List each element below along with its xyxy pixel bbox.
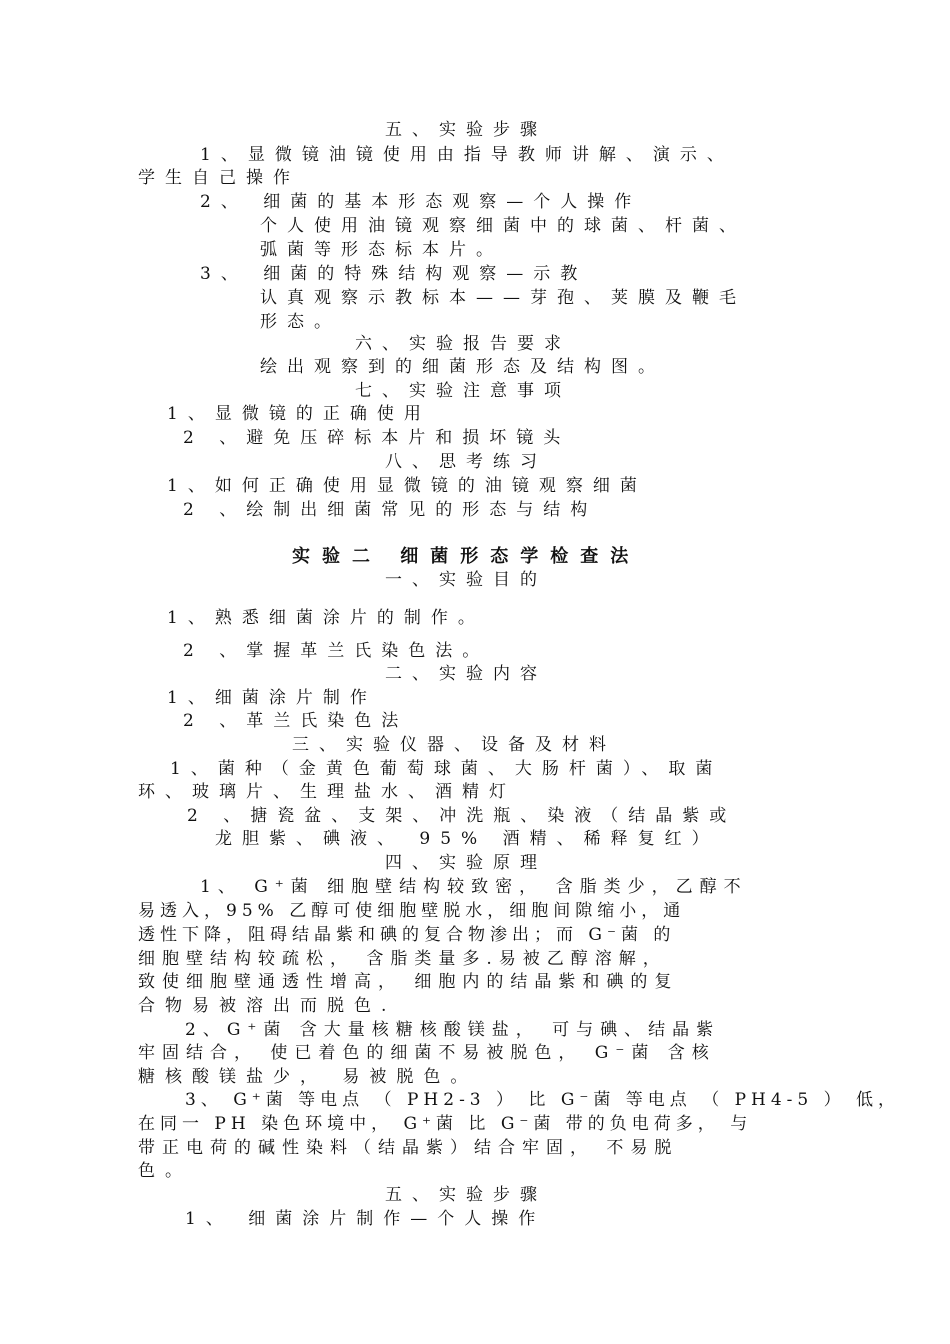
text-line: 2、G⁺菌 含大量核糖核酸镁盐， 可与碘、结晶紫 xyxy=(185,1020,721,1040)
section-heading: 三、实验仪器、设备及材料 xyxy=(292,735,616,755)
section-heading: 六、实验报告要求 xyxy=(355,334,571,354)
text-line: 3、 G⁺菌 等电点 （ PH2-3 ） 比 G⁻菌 等电点 （ PH4-5 ） 低， xyxy=(185,1090,901,1110)
section-heading: 一、实验目的 xyxy=(385,570,547,590)
text-line: 1、 G⁺菌 细胞壁结构较致密， 含脂类少，乙醇不 xyxy=(200,877,748,897)
text-line: 1、熟悉细菌涂片的制作。 xyxy=(167,608,485,628)
text-line: 1、显微镜油镜使用由指导教师讲解、演示、 xyxy=(200,145,734,165)
text-line: 细胞壁结构较疏松， 含脂类量多.易被乙醇溶解， xyxy=(138,949,667,969)
text-line: 2 、搪瓷盆、支架、冲洗瓶、染液（结晶紫或 xyxy=(187,806,737,826)
experiment-title: 实验二 细菌形态学检查法 xyxy=(292,546,641,567)
text-line: 弧菌等形态标本片。 xyxy=(260,240,503,260)
text-line: 1、如何正确使用显微镜的油镜观察细菌 xyxy=(167,476,647,496)
text-line: 2 、避免压碎标本片和损坏镜头 xyxy=(183,428,571,448)
text-line: 牢固结合， 使已着色的细菌不易被脱色， G⁻菌 含核 xyxy=(138,1043,716,1063)
section-heading: 七、实验注意事项 xyxy=(355,381,571,401)
text-line: 2 、革兰氏染色法 xyxy=(183,711,409,731)
text-line: 2、 细菌的基本形态观察—个人操作 xyxy=(200,192,642,212)
text-line: 1、细菌涂片制作 xyxy=(167,688,377,708)
section-heading: 五、实验步骤 xyxy=(385,120,547,140)
text-line: 1、 细菌涂片制作—个人操作 xyxy=(185,1209,546,1229)
text-line: 在同一 PH 染色环境中， G⁺菌 比 G⁻菌 带的负电荷多， 与 xyxy=(138,1114,753,1134)
text-line: 透性下降，阻碍结晶紫和碘的复合物渗出；而 G⁻菌 的 xyxy=(138,925,676,945)
text-line: 易透入，95% 乙醇可使细胞壁脱水，细胞间隙缩小，通 xyxy=(138,901,686,921)
section-heading: 五、实验步骤 xyxy=(385,1185,547,1205)
text-line: 糖核酸镁盐少， 易被脱色。 xyxy=(138,1067,478,1087)
section-heading: 八、思考练习 xyxy=(385,452,547,472)
text-line: 色。 xyxy=(138,1161,192,1181)
text-line: 形态。 xyxy=(260,312,341,332)
text-line: 绘出观察到的细菌形态及结构图。 xyxy=(260,357,665,377)
text-line: 带正电荷的碱性染料（结晶紫）结合牢固， 不易脱 xyxy=(138,1138,679,1158)
text-line: 1、菌种（金黄色葡萄球菌、大肠杆菌）、取菌 xyxy=(170,759,723,779)
text-line: 1、显微镜的正确使用 xyxy=(167,404,431,424)
text-line: 2 、绘制出细菌常见的形态与结构 xyxy=(183,500,598,520)
section-heading: 四、实验原理 xyxy=(385,853,547,873)
text-line: 致使细胞壁通透性增高， 细胞内的结晶紫和碘的复 xyxy=(138,972,679,992)
text-line: 龙胆紫、碘液、 95% 酒精、稀释复红） xyxy=(215,829,719,849)
text-line: 学生自己操作 xyxy=(138,168,300,188)
text-line: 认真观察示教标本——芽孢、荚膜及鞭毛 xyxy=(260,288,746,308)
text-line: 个人使用油镜观察细菌中的球菌、杆菌、 xyxy=(260,216,746,236)
text-line: 2 、掌握革兰氏染色法。 xyxy=(183,641,490,661)
text-line: 合物易被溶出而脱色. xyxy=(138,996,397,1016)
text-line: 环、玻璃片、生理盐水、酒精灯 xyxy=(138,782,516,802)
text-line: 3、 细菌的特殊结构观察—示教 xyxy=(200,264,588,284)
section-heading: 二、实验内容 xyxy=(385,664,547,684)
